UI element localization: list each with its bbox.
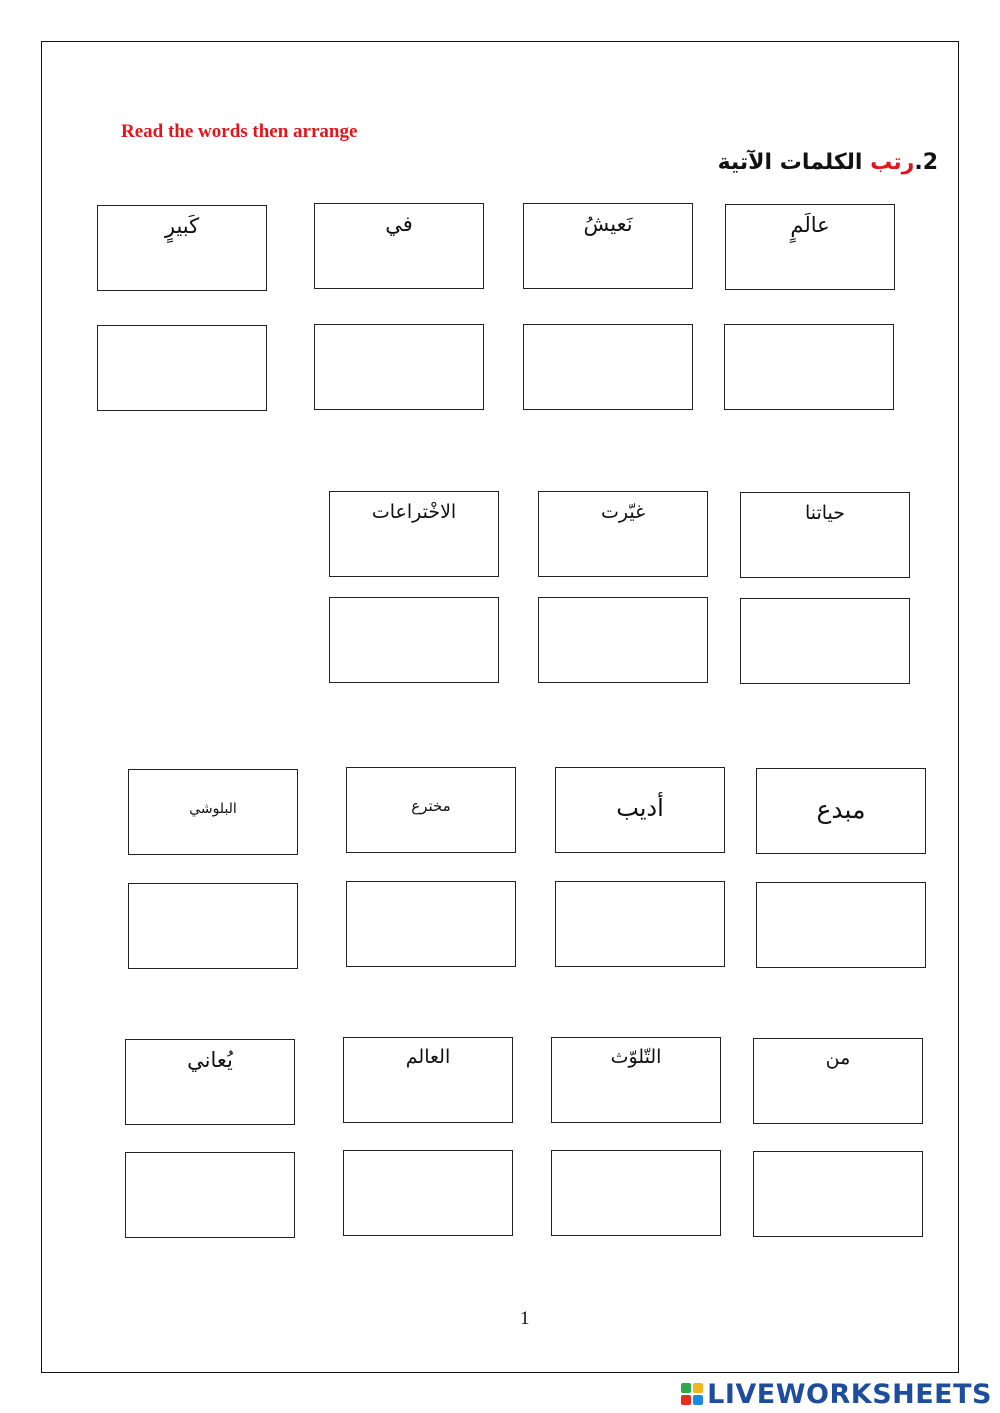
word-card[interactable] [753,1038,923,1124]
word-card[interactable] [125,1039,295,1125]
word-text: في [385,212,413,236]
word-text: التّلوّث [610,1046,662,1068]
word-card[interactable] [314,203,484,289]
answer-slot[interactable] [555,881,725,967]
word-text: نَعيشُ [583,212,633,236]
answer-slot[interactable] [314,324,484,410]
word-text: الاخْتراعات [371,501,457,523]
logo-square [681,1395,691,1405]
word-text: كَبيرٍ [164,214,200,238]
word-text: غيّرت [600,501,646,523]
word-card[interactable] [343,1037,513,1123]
word-text: مخترع [411,797,451,815]
word-text: عالَمٍ [790,213,830,237]
answer-slot[interactable] [523,324,693,410]
word-text: أديب [616,794,664,822]
logo-square [693,1395,703,1405]
instruction-english: Read the words then arrange [121,121,358,142]
logo-square [681,1383,691,1393]
instruction-text: الكلمات الآتية [717,150,871,175]
answer-slot[interactable] [125,1152,295,1238]
answer-slot[interactable] [756,882,926,968]
word-card[interactable] [97,205,267,291]
answer-slot[interactable] [740,598,910,684]
word-text: مبدع [816,795,866,824]
answer-slot[interactable] [128,883,298,969]
word-card[interactable] [128,769,298,855]
answer-slot[interactable] [538,597,708,683]
word-text: العالم [405,1046,451,1068]
liveworksheets-logo-icon [681,1383,703,1405]
word-card[interactable] [756,768,926,854]
word-text: من [825,1047,851,1069]
word-text: البلوشي [189,801,237,817]
word-text: يُعاني [187,1048,233,1072]
word-card[interactable] [740,492,910,578]
word-card[interactable] [329,491,499,577]
instruction-arabic [718,150,938,175]
answer-slot[interactable] [753,1151,923,1237]
instruction-verb: رتب [870,150,915,175]
answer-slot[interactable] [329,597,499,683]
answer-slot[interactable] [551,1150,721,1236]
answer-slot[interactable] [97,325,267,411]
page-number: 1 [520,1308,530,1329]
answer-slot[interactable] [343,1150,513,1236]
word-card[interactable] [523,203,693,289]
word-text: حياتنا [804,502,846,524]
word-card[interactable] [346,767,516,853]
word-card[interactable] [538,491,708,577]
word-card[interactable] [725,204,895,290]
brand-name: LIVEWORKSHEETS [707,1378,992,1410]
instruction-number: 2. [914,150,938,175]
answer-slot[interactable] [346,881,516,967]
logo-square [693,1383,703,1393]
answer-slot[interactable] [724,324,894,410]
word-card[interactable] [555,767,725,853]
liveworksheets-brand[interactable] [681,1377,992,1411]
word-card[interactable] [551,1037,721,1123]
